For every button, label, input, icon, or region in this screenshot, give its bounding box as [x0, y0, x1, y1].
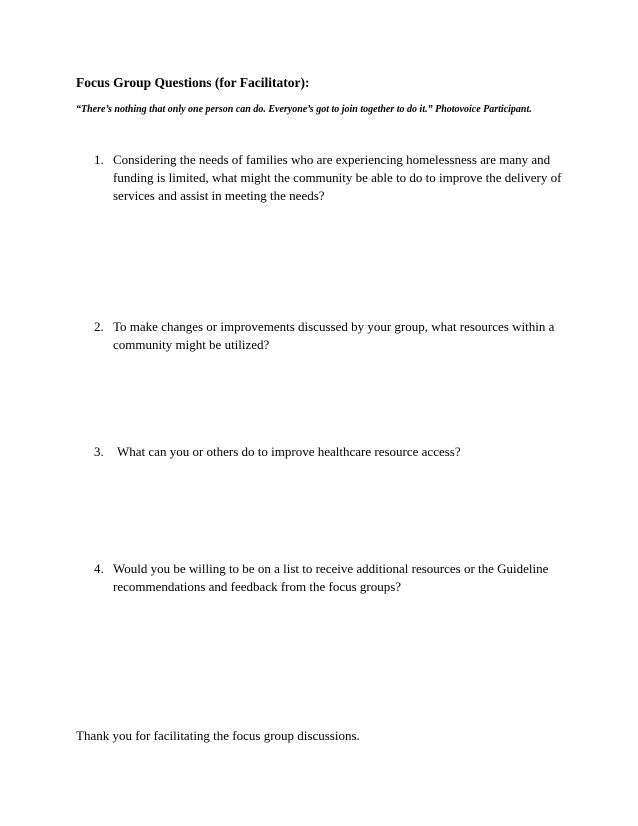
question-item-4 — [94, 560, 564, 596]
question-text: To make changes or improvements discussed by your group, what resources within a community might be utilized? — [113, 319, 555, 352]
question-item-1 — [94, 151, 564, 205]
document-heading: Focus Group Questions (for Facilitator): — [76, 75, 310, 90]
closing-note: Thank you for facilitating the focus group discussions. — [76, 728, 360, 743]
question-number: 3. — [94, 444, 104, 459]
question-text: Considering the needs of families who are experiencing homelessness are many and funding is limited, what might the community be able to do to improve the delivery of services and assist in meeting the needs? — [113, 152, 562, 203]
question-text: Would you be willing to be on a list to receive additional resources or the Guideline recommendations and feedback from the focus groups? — [113, 561, 549, 594]
question-number: 1. — [94, 152, 104, 167]
question-text: What can you or others do to improve healthcare resource access? — [117, 444, 461, 459]
question-number: 4. — [94, 561, 104, 576]
question-item-2 — [94, 318, 564, 354]
question-number: 2. — [94, 319, 104, 334]
question-item-3 — [94, 443, 564, 461]
participant-quote: “There’s nothing that only one person can do. Everyone’s got to join together to do it.” Photovoice Participant. — [76, 104, 532, 115]
